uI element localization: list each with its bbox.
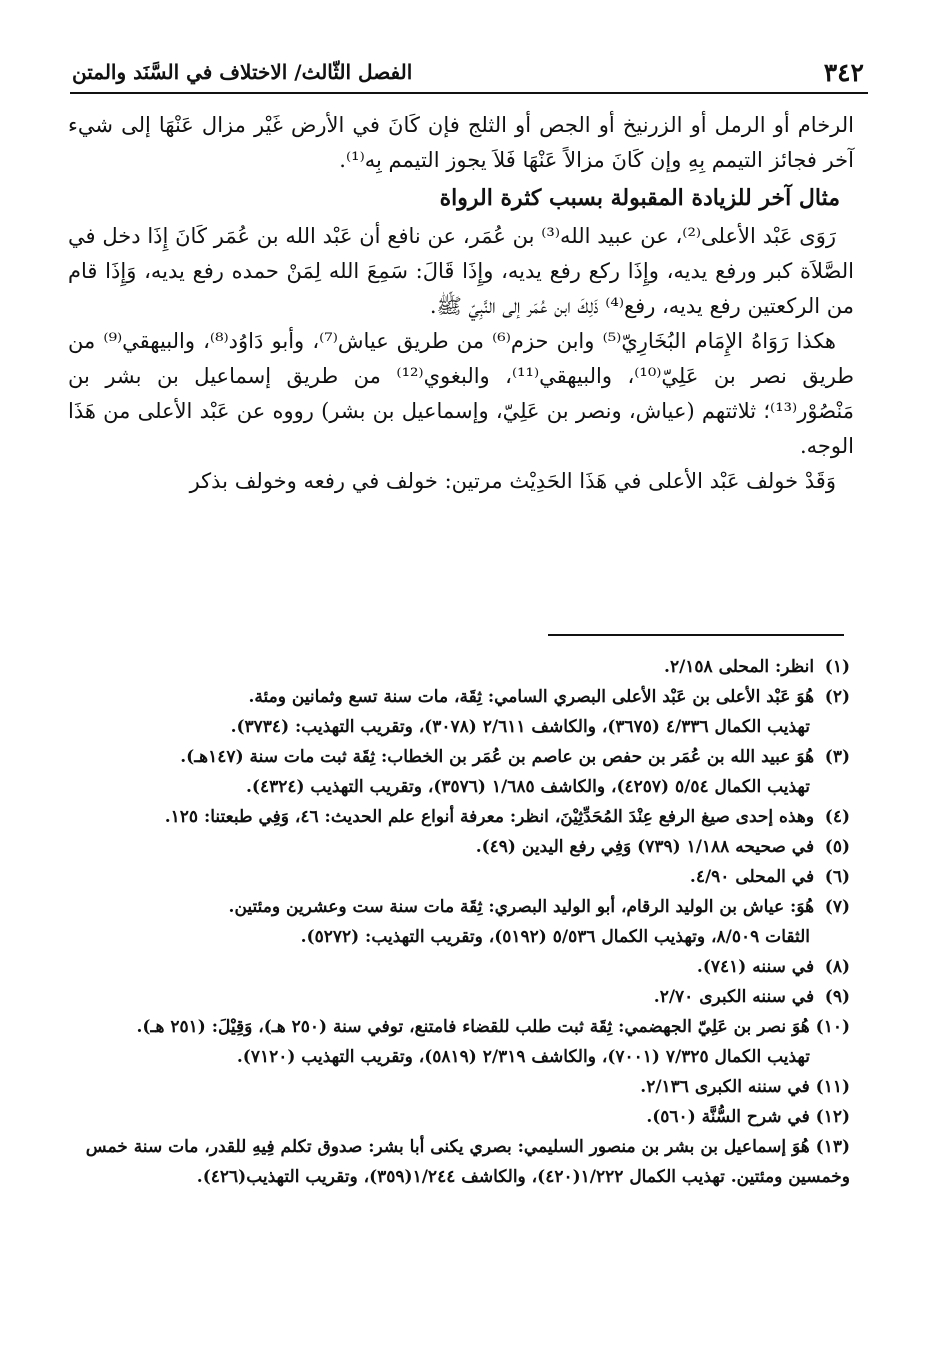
footnote-text: هُوَ عبيد الله بن عُمَر بن حفص بن عاصم بن عُمَر بن الخطاب: ثِقَة ثبت مات سنة (١٤٧هـ). <box>180 747 815 767</box>
footnote-separator <box>548 634 844 636</box>
footnote <box>70 1012 850 1072</box>
footnote <box>70 982 850 1012</box>
paragraph: الرخام أو الرمل أو الزرنيخ أو الجص أو الثلج فإن كَانَ في الأرض غَيْر مزال عَنْهَا إلى شيء آخر فجائز التيمم بِهِ وإن كَانَ مزالاً عَنْهَا فَلاَ يجوز التيمم بِه⁽¹⁾. <box>68 113 854 172</box>
footnote-text: في سننه الكبرى ٢/٧٠. <box>653 987 815 1007</box>
footnote-number: (١) <box>824 657 850 677</box>
footnote-number: (٣) <box>824 747 850 767</box>
footnote-text: في سننه (٧٤١). <box>696 957 815 977</box>
footnote-number: (٩) <box>824 987 850 1007</box>
footnote-number: (٥) <box>824 837 850 857</box>
running-title: الفصل الثّالث/ الاختلاف في السَّنَد والمتن <box>72 60 413 84</box>
footnote-text: في صحيحه ١/١٨٨ (٧٣٩) وَفِي رفع اليدين (٤٩). <box>475 837 815 857</box>
footnote-number: (١١) <box>815 1077 850 1097</box>
footnote-text: هُوَ إسماعيل بن بشر بن منصور السليمي: بصري يكنى أبا بشر: صدوق تكلم فِيهِ للقدر، مات سنة خمس وخمسين ومئتين. تهذيب الكمال ١/٢٢٢(٤٢٠)، والكاشف ١/٢٤٤(٣٥٩)، وتقريب التهذيب(٤٢٦). <box>85 1137 850 1187</box>
main-text <box>68 108 854 499</box>
footnote <box>70 952 850 982</box>
footnote-number: (١٣) <box>815 1137 850 1157</box>
paragraph: هكذا رَوَاهُ الإِمَام البُخَارِيّ⁽⁵⁾ وابن حزم⁽⁶⁾ من طريق عياش⁽⁷⁾، وأبو دَاوُد⁽⁸⁾، والبيهقي⁽⁹⁾ من طريق نصر بن عَلِيّ⁽¹⁰⁾، والبيهقي⁽¹¹⁾، والبغوي⁽¹²⁾ من طريق إسماعيل بن بشر بن مَنْصُوْر⁽¹³⁾؛ ثلاثتهم (عياش، ونصر بن عَلِيّ، وإسماعيل بن بشر) رووه عن عَبْد الأعلى من هَذَا الوجه. <box>68 329 854 458</box>
footnote <box>70 682 850 742</box>
footnote-text: هُوَ: عياش بن الوليد الرقام، أبو الوليد البصري: ثِقَة مات سنة ست وعشرين ومئتين. <box>228 897 815 917</box>
paragraph: رَوَى عَبْد الأعلى⁽²⁾، عن عبيد الله⁽³⁾ بن عُمَر، عن نافع أن عَبْد الله بن عُمَر كَانَ إِذَا دخل في الصَّلاَة كبر ورفع يديه، وإِذَا ركع رفع يديه، وإِذَا قَالَ: سَمِعَ الله لِمَنْ حمده رفع يديه، وَإِذَا قام من الركعتين رفع يديه، رفع⁽⁴⁾ ذَلِكَ ابن عُمَر إلى النَّبِيّ ﷺ. <box>68 224 854 318</box>
footnote <box>70 742 850 802</box>
footnote-number: (٧) <box>824 897 850 917</box>
footnote-text: في المحلى ٤/٩٠. <box>689 867 815 887</box>
footnote-number: (١٢) <box>815 1107 850 1127</box>
footnote-text: هُوَ نصر بن عَلِيّ الجهضمي: ثِقَة ثبت طلب للقضاء فامتنع، توفي سنة (٢٥٠ هـ)، وَقِيْلَ: (٢٥١ هـ). <box>136 1017 810 1037</box>
footnote-text: هُوَ عَبْد الأعلى بن عَبْد الأعلى البصري السامي: ثِقَة، مات سنة تسع وثمانين ومئة. <box>248 687 815 707</box>
page-header <box>70 58 868 94</box>
footnote-reference: تهذيب الكمال ٥/٥٤ (٤٢٥٧)، والكاشف ١/٦٨٥ (٣٥٧٦)، وتقريب التهذيب (٤٣٢٤). <box>245 777 810 797</box>
footnote <box>70 1072 850 1102</box>
footnote-text: في شرح السُّنَّة (٥٦٠). <box>646 1107 810 1127</box>
footnote-reference: الثقات ٨/٥٠٩، وتهذيب الكمال ٥/٥٣٦ (٥١٩٢)، وتقريب التهذيب: (٥٢٧٢). <box>300 927 810 947</box>
footnote-number: (٤) <box>824 807 850 827</box>
footnote <box>70 1132 850 1192</box>
footnote-text: في سننه الكبرى ٢/١٣٦. <box>640 1077 810 1097</box>
footnote <box>70 862 850 892</box>
footnote-number: (٦) <box>824 867 850 887</box>
footnote-number: (٢) <box>824 687 850 707</box>
paragraph: وَقَدْ خولف عَبْد الأعلى في هَذَا الحَدِيْث مرتين: خولف في رفعه وخولف بذكر <box>189 469 836 493</box>
footnote-text: وهذه إحدى صيغ الرفع عِنْدَ المُحَدِّثِيْنَ، انظر: معرفة أنواع علم الحديث: ٤٦، وَفِي طبعتنا: ١٢٥. <box>164 807 815 827</box>
footnote-number: (٨) <box>824 957 850 977</box>
footnote-reference: تهذيب الكمال ٧/٣٢٥ (٧٠٠١)، والكاشف ٢/٣١٩ (٥٨١٩)، وتقريب التهذيب (٧١٢٠). <box>236 1047 810 1067</box>
footnote <box>70 652 850 682</box>
section-heading: مثال آخر للزيادة المقبولة بسبب كثرة الرواة <box>439 185 840 211</box>
footnotes <box>70 652 850 1192</box>
page-number: ٣٤٢ <box>823 58 864 87</box>
footnote <box>70 892 850 952</box>
footnote <box>70 802 850 832</box>
footnote-reference: تهذيب الكمال ٤/٣٣٦ (٣٦٧٥)، والكاشف ٢/٦١١ (٣٠٧٨)، وتقريب التهذيب: (٣٧٣٤). <box>230 717 810 737</box>
footnote-text: انظر: المحلى ٢/١٥٨. <box>664 657 815 677</box>
footnote <box>70 1102 850 1132</box>
footnote-number: (١٠) <box>815 1017 850 1037</box>
footnote <box>70 832 850 862</box>
